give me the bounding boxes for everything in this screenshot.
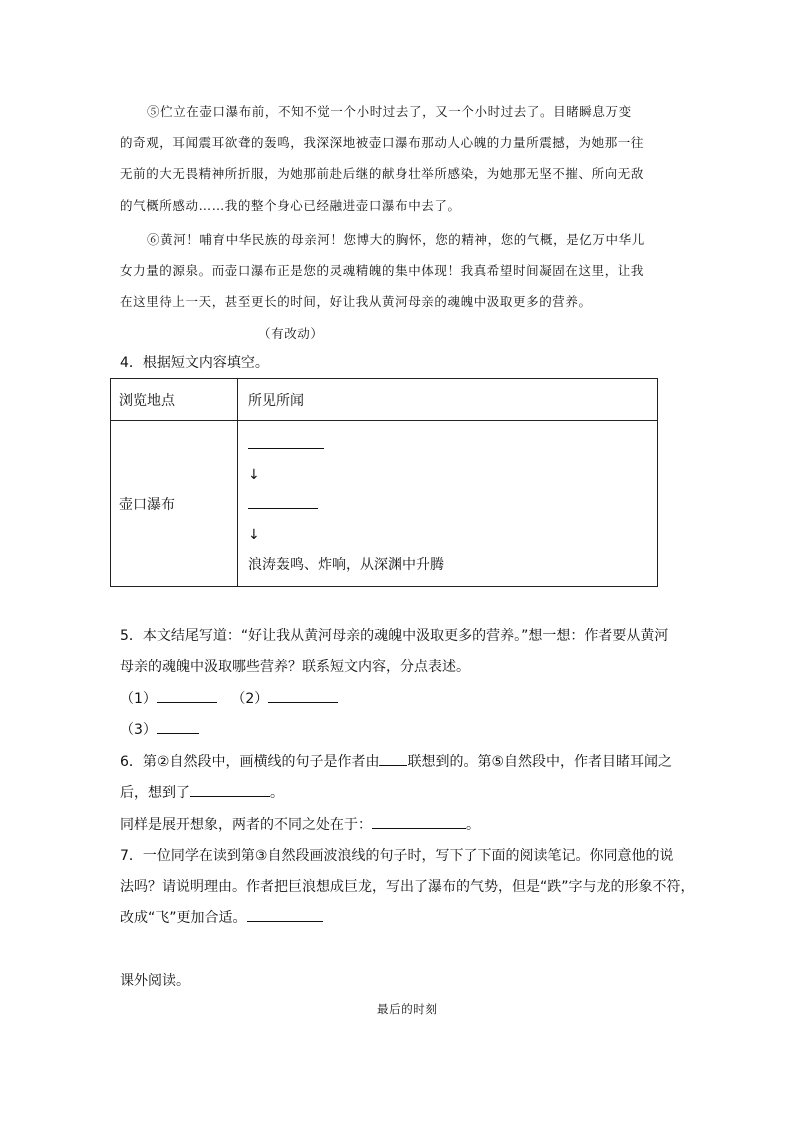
para5-line-4: 的气概所感动……我的整个身心已经融进壶口瀑布中去了。 [120, 198, 461, 213]
q6-line-2-part-b: 。 [270, 785, 284, 801]
q4-table [110, 378, 658, 587]
q5-item-2-label: （2） [231, 691, 269, 707]
q6-line-3-part-a: 同样是展开想象，两者的不同之处在于： [120, 817, 372, 833]
table-cell-place: 壶口瀑布 [111, 421, 238, 587]
q5-item-3-label: （3） [120, 722, 157, 738]
q6-answer-blank-1[interactable] [379, 751, 407, 766]
answer-blank-2[interactable] [248, 494, 318, 509]
q6-line-1-part-b: 联想到的。第⑤自然段中，作者目睹耳闻之 [407, 754, 673, 770]
q6-line-2 [120, 782, 284, 802]
table-cell-observed [238, 421, 658, 587]
q7-line-2: 法吗？请说明理由。作者把巨浪想成巨龙，写出了瀑布的气势，但是“跌”字与龙的形象不符， [120, 879, 695, 895]
down-arrow-icon: ↓ [248, 526, 260, 543]
q5-answers-row-2 [120, 719, 199, 739]
q5-answer-blank-2[interactable] [268, 688, 338, 703]
q7-line-3 [120, 907, 323, 927]
q5-line-2: 母亲的魂魄中汲取哪些营养？联系短文内容，分点表述。 [120, 659, 470, 675]
q7-line-3-text: 改成“飞”更加合适。 [120, 910, 247, 926]
q6-line-1-part-a: 6．第②自然段中，画横线的句子是作者由 [120, 754, 380, 770]
q6-answer-blank-3[interactable] [372, 814, 466, 829]
para6-line-2: 女力量的源泉。而壶口瀑布正是您的灵魂精魄的集中体现！我真希望时间凝固在这里，让我 [120, 263, 645, 278]
para5-line-1: ⑤伫立在壶口瀑布前，不知不觉一个小时过去了，又一个小时过去了。目睹瞬息万变 [147, 104, 632, 119]
para6-line-3: 在这里待上一天，甚至更长的时间，好让我从黄河母亲的魂魄中汲取更多的营养。 [120, 294, 592, 309]
para5-line-3: 无前的大无畏精神所折服，为她那前赴后继的献身壮举所感染，为她那无坚不摧、所向无敌 [120, 166, 645, 181]
table-cell-last-item: 浪涛轰鸣、炸响，从深渊中升腾 [248, 556, 444, 573]
q6-line-2-part-a: 后，想到了 [120, 785, 190, 801]
q7-line-1: 7．一位同学在读到第③自然段画波浪线的句子时，写下了下面的阅读笔记。你同意他的说 [120, 848, 674, 864]
para6-line-1: ⑥黄河！哺育中华民族的母亲河！您博大的胸怀，您的精神，您的气概，是亿万中华儿 [147, 232, 645, 247]
table-header-observed: 所见所闻 [238, 379, 658, 421]
q7-answer-blank[interactable] [247, 907, 323, 922]
table-header-place: 浏览地点 [111, 379, 238, 421]
next-passage-title: 最后的时刻 [377, 1002, 438, 1016]
q5-answers-row-1 [120, 688, 338, 708]
q4-prompt: 4．根据短文内容填空。 [120, 355, 269, 371]
q6-line-3 [120, 814, 480, 834]
q6-line-1 [120, 751, 672, 771]
passage-note: （有改动） [258, 326, 324, 341]
q6-line-3-part-b: 。 [466, 817, 480, 833]
q5-item-1-label: （1） [120, 691, 157, 707]
q6-answer-blank-2[interactable] [190, 782, 270, 797]
q5-answer-blank-1[interactable] [157, 688, 217, 703]
q5-line-1: 5．本文结尾写道：“好让我从黄河母亲的魂魄中汲取更多的营养。”想一想：作者要从黄河 [120, 628, 669, 644]
q5-answer-blank-3[interactable] [157, 719, 199, 734]
down-arrow-icon: ↓ [248, 466, 260, 483]
para5-line-2: 的奇观，耳闻震耳欲聋的轰鸣，我深深地被壶口瀑布那动人心魄的力量所震撼，为她那一往 [120, 135, 645, 150]
section-label: 课外阅读。 [120, 973, 190, 989]
answer-blank-1[interactable] [248, 434, 324, 449]
